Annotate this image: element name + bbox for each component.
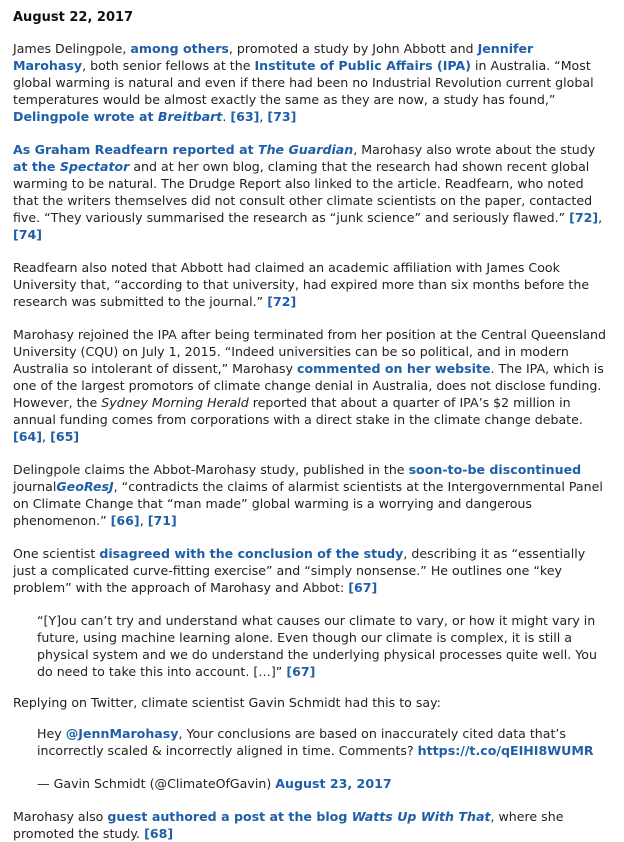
- paragraph-5: [13, 461, 610, 529]
- text: Hey: [37, 726, 66, 741]
- text: Marohasy rejoined the IPA after being terminated from her position at the Central Queensland University (CQU) on July 1, 2015. “Indeed universities can be so political, and in modern Australia so intolerant of dissent,” Marohasy: [13, 327, 607, 376]
- text: — Gavin Schmidt (@ClimateOfGavin): [37, 776, 276, 791]
- quote-text: “[Y]ou can’t try and understand what causes our climate to vary, or how it might vary in future, using machine learning alone. Even though our climate is complex, it is still a physical system and we do understand the underlying physical processes quite well. You do need to take this into account. […]”: [37, 613, 597, 679]
- link-soon-to-be-discontinued[interactable]: soon-to-be discontinued: [408, 462, 582, 477]
- blog-name: Watts Up With That: [351, 809, 491, 824]
- ref-link-65[interactable]: [65]: [50, 429, 80, 444]
- ref-link-68[interactable]: [68]: [144, 826, 174, 841]
- link-commented-website[interactable]: commented on her website: [297, 361, 491, 376]
- ref-link-71[interactable]: [71]: [147, 513, 177, 528]
- journal-name: GeoResJ: [56, 479, 114, 494]
- link-tweet-url[interactable]: https://t.co/qEIHI8WUMR: [417, 743, 594, 758]
- text: , “contradicts the claims of alarmist scientists at the Intergovernmental Panel on Climate Change that “man made” global warming is a worrying and dangerous phenomenon.”: [13, 479, 603, 528]
- text: Delingpole claims the Abbot-Marohasy study, published in the: [13, 462, 409, 477]
- ref-link-74[interactable]: [74]: [13, 227, 43, 242]
- text: ,: [139, 513, 148, 528]
- publication-name: Spectator: [59, 159, 130, 174]
- link-label: Delingpole wrote at: [13, 109, 158, 124]
- paragraph-6: [13, 545, 610, 596]
- ref-link-72[interactable]: [72]: [569, 210, 599, 225]
- link-georesj[interactable]: [56, 479, 113, 494]
- text: ,: [598, 210, 603, 225]
- embedded-tweet: [37, 725, 610, 792]
- text: Marohasy also: [13, 809, 108, 824]
- link-disagreed-conclusion[interactable]: disagreed with the conclusion of the study: [99, 546, 404, 561]
- paragraph-3: [13, 259, 610, 310]
- link-delingpole-breitbart[interactable]: [13, 109, 222, 124]
- paragraph-2: [13, 141, 610, 243]
- text: , describing it as “essentially just a complicated curve-fitting exercise” and “simply nonsense.” He outlines one “key problem” with the approach of Marohasy and Abbot:: [13, 546, 586, 595]
- text: ,: [42, 429, 51, 444]
- publication-name: Sydney Morning Herald: [101, 395, 249, 410]
- paragraph-8: [13, 808, 610, 842]
- text: in Australia. “Most global warming is natural and even if there had been no Industrial Revolution current global temperatures would be almost exactly the same as they are now, a study has found,”: [13, 58, 594, 107]
- link-among-others[interactable]: among others: [130, 41, 229, 56]
- link-label: As Graham Readfearn reported at: [13, 142, 258, 157]
- ref-link-67[interactable]: [67]: [348, 580, 378, 595]
- scientist-quote: [37, 612, 610, 680]
- paragraph-4: [13, 326, 610, 445]
- text: Readfearn also noted that Abbott had claimed an academic affiliation with James Cook University that, “according to that university, had expired more than six months before the research was submitted to the journal.”: [13, 260, 590, 309]
- tweet-attribution: [37, 775, 610, 792]
- paragraph-1: [13, 40, 610, 125]
- text: ,: [259, 109, 268, 124]
- text: , Marohasy also wrote about the study: [353, 142, 596, 157]
- ref-link-63[interactable]: [63]: [230, 109, 260, 124]
- paragraph-7: Replying on Twitter, climate scientist Gavin Schmidt had this to say:: [13, 695, 441, 710]
- text: reported that about a quarter of IPA’s $2 million in annual funding comes from corporations with a direct stake in the climate change debate.: [13, 395, 583, 427]
- link-label: at the: [13, 159, 60, 174]
- text: , where she promoted the study.: [13, 809, 564, 841]
- text: One scientist: [13, 546, 100, 561]
- text: and at her own blog, claming that the research had shown recent global warming to be natural. The Drudge Report also linked to the article. Readfearn, who noted that the writers themselves did not consult other climate scientists on the paper, contacted five. “They variously summarised the research as “junk science” and seriously flawed.”: [13, 159, 593, 225]
- text: .: [222, 109, 231, 124]
- tweet-text: [37, 725, 610, 759]
- link-spectator[interactable]: [13, 159, 129, 174]
- publication-name: Breitbart: [157, 109, 223, 124]
- link-ipa[interactable]: Institute of Public Affairs (IPA): [254, 58, 471, 73]
- publication-name: The Guardian: [257, 142, 354, 157]
- text: , both senior fellows at the: [82, 58, 255, 73]
- text: , Your conclusions are based on inaccurately cited data that’s incorrectly scaled & incorrectly aligned in time. Comments?: [37, 726, 566, 758]
- ref-link-64[interactable]: [64]: [13, 429, 43, 444]
- text: journal: [13, 479, 57, 494]
- link-tweet-date[interactable]: August 23, 2017: [275, 776, 392, 791]
- link-label: guest authored a post at the blog: [107, 809, 352, 824]
- ref-link-67[interactable]: [67]: [286, 664, 316, 679]
- link-twitter-handle[interactable]: @JennMarohasy: [65, 726, 179, 741]
- ref-link-72[interactable]: [72]: [267, 294, 297, 309]
- text: . The IPA, which is one of the largest promotors of climate change denial in Australia, does not disclose funding. However, the: [13, 361, 604, 410]
- link-guest-post-wuwt[interactable]: [107, 809, 490, 824]
- ref-link-66[interactable]: [66]: [110, 513, 140, 528]
- text: James Delingpole,: [13, 41, 131, 56]
- link-jennifer-marohasy[interactable]: Jennifer Marohasy: [13, 41, 534, 73]
- link-readfearn-guardian[interactable]: [13, 142, 353, 157]
- ref-link-73[interactable]: [73]: [267, 109, 297, 124]
- section-date-heading: August 22, 2017: [13, 10, 134, 25]
- text: , promoted a study by John Abbott and: [228, 41, 478, 56]
